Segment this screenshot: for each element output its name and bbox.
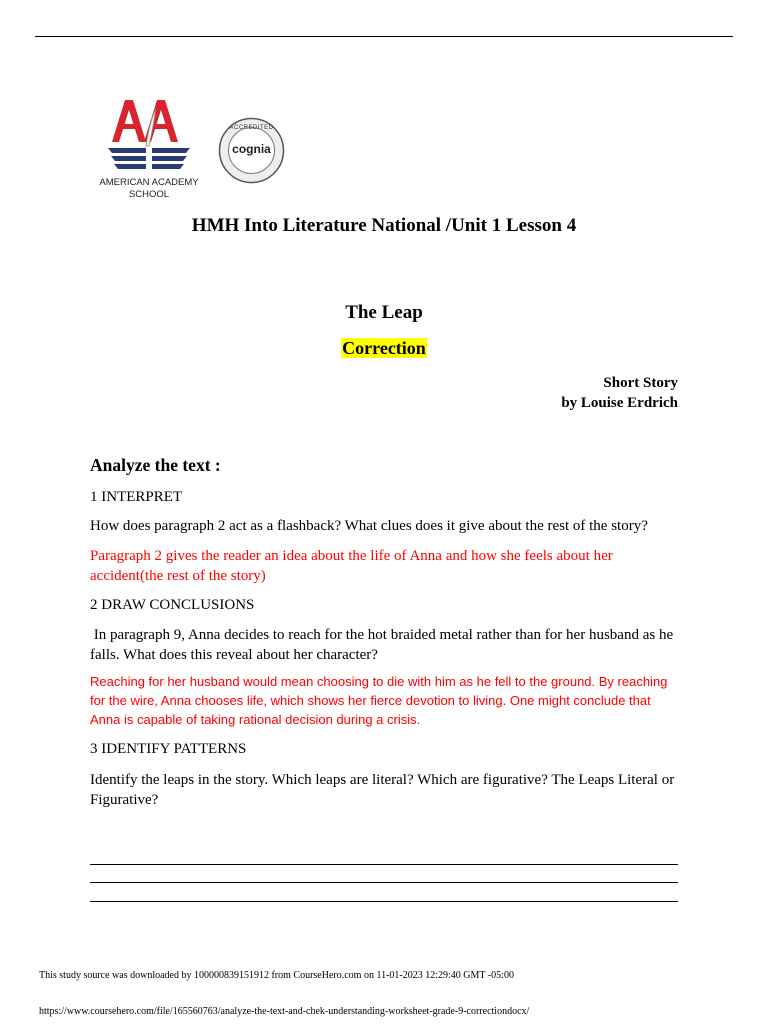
- question-2-label: 2 DRAW CONCLUSIONS: [90, 597, 255, 613]
- story-meta: [561, 373, 678, 413]
- aa-logo-icon: [108, 96, 190, 176]
- answer-blank-line: [90, 864, 678, 865]
- page-title: HMH Into Literature National /Unit 1 Lesson 4: [191, 215, 577, 236]
- answer-blank-line: [90, 882, 678, 883]
- question-3-label: 3 IDENTIFY PATTERNS: [90, 741, 247, 757]
- question-3-text: Identify the leaps in the story. Which leaps are literal? Which are figurative? The Leaps Literal or Figurative?: [90, 772, 675, 808]
- answer-blank-line: [90, 901, 678, 902]
- answer-1-text: Paragraph 2 gives the reader an idea about the life of Anna and how she feels about her accident(the rest of the story): [90, 548, 613, 584]
- answer-2-text: Reaching for her husband would mean choosing to die with him as he fell to the ground. By reaching for the wire, Anna chooses life, which shows her fierce devotion to living. One might conclude that Anna is capable of taking rational decision during a crisis.: [90, 674, 668, 727]
- cognia-wordmark: cognia: [232, 142, 271, 156]
- top-rule: [35, 36, 733, 37]
- correction-label: Correction: [342, 338, 426, 358]
- accredited-label: ACCREDITED: [229, 125, 274, 131]
- question-2-text: In paragraph 9, Anna decides to reach for the hot braided metal rather than for her husband as he falls. What does this reveal about her character?: [90, 627, 677, 663]
- genre-label: Short Story: [603, 375, 678, 391]
- american-academy-logo: [96, 96, 202, 204]
- document-url[interactable]: https://www.coursehero.com/file/165560763/analyze-the-text-and-chek-understanding-worksheet-grade-9-correctiondocx/: [39, 1006, 530, 1017]
- school-name: [96, 177, 202, 201]
- author-label: by Louise Erdrich: [561, 395, 678, 411]
- cognia-seal: [218, 117, 285, 184]
- question-1-text: How does paragraph 2 act as a flashback? What clues does it give about the rest of the story?: [90, 518, 648, 534]
- question-1-label: 1 INTERPRET: [90, 489, 183, 505]
- download-source-note: This study source was downloaded by 100000839151912 from CourseHero.com on 11-01-2023 12:29:40 GMT -05:00: [39, 970, 514, 981]
- school-name-line1: AMERICAN ACADEMY: [99, 177, 199, 188]
- school-name-line2: SCHOOL: [128, 189, 170, 200]
- section-heading: Analyze the text :: [90, 455, 221, 475]
- story-title: The Leap: [345, 302, 423, 323]
- correction-banner: [0, 338, 768, 359]
